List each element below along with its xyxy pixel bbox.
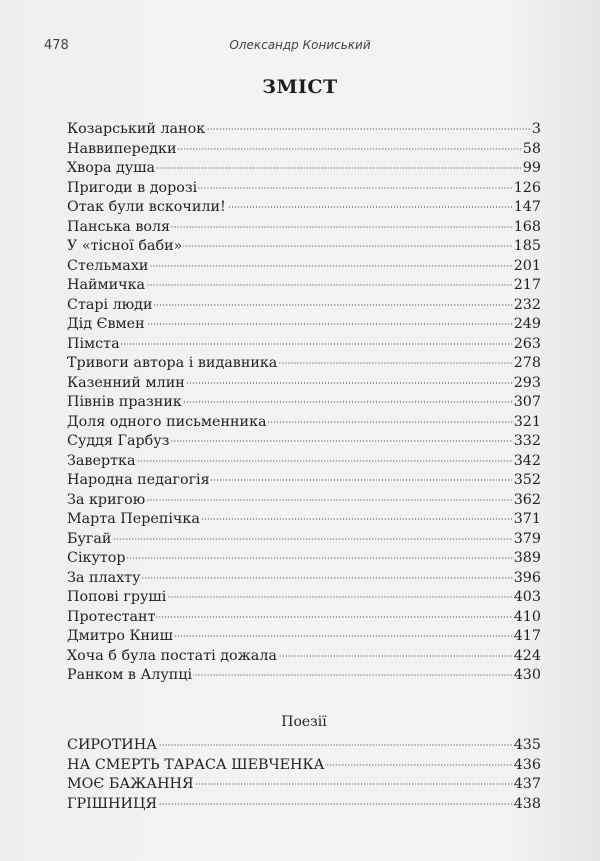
- toc-entry-page: 403: [513, 589, 541, 605]
- toc-entry-page: 321: [513, 413, 541, 430]
- dot-leader: [171, 226, 513, 228]
- toc-entry[interactable]: [67, 140, 541, 160]
- dot-leader: [156, 616, 512, 618]
- toc-entry-page: 352: [513, 472, 541, 488]
- toc-entry[interactable]: [67, 666, 541, 686]
- toc-entry-title: Пімста: [67, 335, 120, 352]
- dot-leader: [127, 557, 513, 559]
- dot-leader: [186, 382, 513, 384]
- table-of-contents: [67, 120, 541, 686]
- toc-entry[interactable]: [67, 627, 541, 647]
- toc-entry-title: Суддя Гарбуз: [67, 433, 170, 449]
- toc-entry[interactable]: [67, 354, 541, 374]
- toc-entry-title: Наймичка: [67, 277, 146, 293]
- dot-leader: [158, 803, 513, 805]
- toc-entry-title: Хвора душа: [67, 160, 156, 176]
- dot-leader: [195, 783, 513, 785]
- toc-entry-title: Завертка: [67, 452, 136, 469]
- toc-entry-title: Тривоги автора і видавника: [67, 355, 278, 371]
- running-head-author: Олександр Кониський: [229, 38, 371, 52]
- toc-entry-page: 99: [522, 160, 541, 176]
- dot-leader: [278, 362, 512, 364]
- dot-leader: [268, 421, 513, 423]
- toc-entry[interactable]: [67, 549, 541, 569]
- toc-entry[interactable]: [67, 432, 541, 452]
- dot-leader: [183, 401, 513, 403]
- dot-leader: [156, 167, 522, 169]
- dot-leader: [167, 596, 512, 598]
- toc-entry[interactable]: [67, 218, 541, 238]
- dot-leader: [154, 304, 513, 306]
- toc-entry-page: 396: [513, 569, 541, 586]
- dot-leader: [146, 284, 513, 286]
- toc-entry[interactable]: [67, 315, 541, 335]
- toc-entry-page: 249: [513, 316, 541, 332]
- toc-entry[interactable]: [67, 756, 541, 776]
- toc-entry[interactable]: [67, 569, 541, 589]
- toc-entry[interactable]: [67, 237, 541, 257]
- dot-leader: [158, 744, 513, 746]
- toc-entry-title: Марта Перепічка: [67, 511, 200, 527]
- toc-entry[interactable]: [67, 530, 541, 550]
- toc-entry[interactable]: [67, 736, 541, 756]
- toc-entry-page: 417: [513, 628, 541, 644]
- dot-leader: [146, 323, 513, 325]
- toc-entry[interactable]: [67, 510, 541, 530]
- toc-entry-title: Ранком в Алупці: [67, 667, 193, 683]
- toc-entry[interactable]: [67, 775, 541, 795]
- dot-leader: [325, 764, 512, 766]
- toc-entry[interactable]: [67, 179, 541, 199]
- toc-entry[interactable]: [67, 159, 541, 179]
- running-head: [0, 38, 600, 58]
- toc-entry-title: Отак були вскочили!: [67, 199, 226, 215]
- toc-entry-page: 389: [513, 550, 541, 566]
- page-title: ЗМІСТ: [262, 76, 338, 98]
- toc-entry[interactable]: [67, 198, 541, 218]
- dot-leader: [227, 206, 513, 208]
- toc-entry-page: 263: [513, 335, 541, 352]
- toc-entry-page: 307: [513, 394, 541, 410]
- toc-entry-page: 278: [513, 355, 541, 371]
- toc-entry-title: МОЄ БАЖАННЯ: [67, 776, 194, 792]
- toc-entry[interactable]: [67, 471, 541, 491]
- toc-entry[interactable]: [67, 452, 541, 472]
- dot-leader: [278, 655, 513, 657]
- toc-entry-title: НА СМЕРТЬ ТАРАСА ШЕВЧЕНКА: [67, 756, 325, 773]
- toc-entry-title: Сікутор: [67, 550, 126, 566]
- toc-entry-page: 371: [513, 511, 541, 527]
- dot-leader: [206, 128, 531, 130]
- toc-entry-title: СИРОТИНА: [67, 737, 158, 753]
- toc-entry-title: Бугай: [67, 530, 112, 547]
- toc-entry-title: Попові груші: [67, 589, 167, 605]
- toc-entry-page: 293: [513, 374, 541, 391]
- dot-leader: [136, 460, 512, 462]
- dot-leader: [142, 577, 513, 579]
- dot-leader: [174, 635, 513, 637]
- dot-leader: [112, 538, 512, 540]
- toc-entry-page: 436: [513, 756, 541, 773]
- toc-entry-title: Панська воля: [67, 218, 171, 235]
- dot-leader: [149, 265, 512, 267]
- toc-entry-page: 424: [513, 647, 541, 664]
- toc-entry-page: 147: [513, 199, 541, 215]
- toc-entry-title: Козарський ланок: [67, 121, 206, 137]
- toc-entry-page: 168: [513, 218, 541, 235]
- toc-entry-title: ГРІШНИЦЯ: [67, 795, 157, 812]
- toc-entry[interactable]: [67, 335, 541, 355]
- toc-entry-page: 126: [513, 179, 541, 196]
- toc-entry-title: Доля одного письменника: [67, 413, 267, 430]
- dot-leader: [178, 148, 522, 150]
- toc-entry-page: 3: [531, 121, 541, 137]
- toc-entry-page: 430: [513, 667, 541, 683]
- toc-entry-title: Казенний млин: [67, 374, 185, 391]
- toc-entry[interactable]: [67, 296, 541, 316]
- page-number: 478: [44, 38, 69, 53]
- toc-entry-page: 217: [513, 277, 541, 293]
- toc-entry-page: 435: [513, 737, 541, 753]
- dot-leader: [193, 674, 513, 676]
- toc-entry-title: За кригою: [67, 491, 146, 508]
- toc-entry-title: Хоча б була постаті дожала: [67, 647, 277, 664]
- toc-entry[interactable]: [67, 257, 541, 277]
- toc-entry[interactable]: [67, 276, 541, 296]
- dot-leader: [183, 245, 512, 247]
- toc-entry[interactable]: [67, 120, 541, 140]
- toc-entry-title: Народна педагогія: [67, 472, 210, 488]
- dot-leader: [170, 440, 512, 442]
- poems-contents: [67, 736, 541, 814]
- toc-entry-page: 379: [513, 530, 541, 547]
- toc-entry-title: Старі люди: [67, 296, 153, 313]
- toc-entry-title: Дмитро Книш: [67, 628, 173, 644]
- toc-entry-page: 185: [513, 238, 541, 254]
- toc-entry[interactable]: [67, 588, 541, 608]
- toc-entry-title: Дід Євмен: [67, 316, 145, 332]
- toc-entry[interactable]: [67, 608, 541, 628]
- toc-entry-title: Півнів празник: [67, 394, 182, 410]
- section-heading-poems: Поезії: [281, 714, 327, 730]
- toc-entry-page: 362: [513, 491, 541, 508]
- toc-entry[interactable]: [67, 491, 541, 511]
- dot-leader: [121, 343, 513, 345]
- toc-entry-page: 332: [513, 433, 541, 449]
- toc-entry-title: Пригоди в дорозі: [67, 179, 198, 196]
- toc-entry-page: 410: [513, 608, 541, 625]
- toc-entry-title: У «тісної баби»: [67, 238, 183, 254]
- toc-entry-title: За плахту: [67, 569, 141, 586]
- toc-entry-page: 58: [522, 140, 541, 157]
- toc-entry[interactable]: [67, 393, 541, 413]
- toc-entry-page: 437: [513, 776, 541, 792]
- toc-entry[interactable]: [67, 413, 541, 433]
- toc-entry[interactable]: [67, 374, 541, 394]
- toc-entry-page: 201: [513, 257, 541, 274]
- toc-entry-page: 438: [513, 795, 541, 812]
- toc-entry[interactable]: [67, 647, 541, 667]
- dot-leader: [198, 187, 512, 189]
- toc-entry-title: Наввипередки: [67, 140, 177, 157]
- dot-leader: [201, 518, 513, 520]
- dot-leader: [146, 499, 513, 501]
- toc-entry-page: 342: [513, 452, 541, 469]
- toc-entry-title: Протестант: [67, 608, 156, 625]
- toc-entry[interactable]: [67, 795, 541, 815]
- dot-leader: [211, 479, 513, 481]
- toc-entry-title: Стельмахи: [67, 257, 149, 274]
- toc-entry-page: 232: [513, 296, 541, 313]
